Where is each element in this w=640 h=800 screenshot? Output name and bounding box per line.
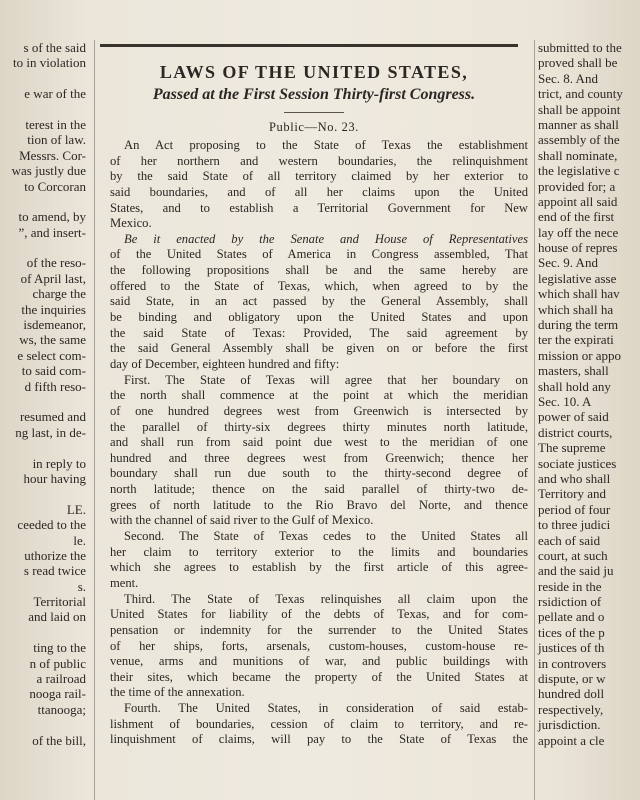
left-column-line [12, 486, 86, 501]
right-column-line: Territory and [538, 486, 607, 502]
article-line: the time of the annexation. [110, 685, 245, 700]
left-column-line: resumed and [19, 409, 86, 425]
left-column-line: to in violation [13, 55, 86, 71]
article-line: the following propositions shall be and the same hereby are [110, 263, 528, 278]
left-column-line: Messrs. Cor- [19, 147, 86, 163]
left-column-line: e war of the [24, 86, 86, 102]
article-line: with the channel of said river to the Gulf of Mexico. [110, 513, 374, 528]
left-column-line [12, 71, 86, 86]
article-line: said boundaries, and of all her claims upon the United [110, 184, 528, 199]
left-column-line: the inquiries [21, 301, 86, 317]
left-column-line [12, 440, 86, 455]
right-column-line: shall nominate, [538, 147, 618, 163]
article-line: of the United States of America in Congress assembled, That [110, 247, 528, 262]
right-column-line: to three judici [538, 517, 611, 533]
left-column-line: uthorize the [24, 547, 86, 563]
left-column-line: isdemeanor, [23, 317, 86, 333]
article-line: States, and to establish a Territorial Government for New [110, 200, 528, 215]
right-column-line: The supreme [538, 440, 606, 456]
article-body [110, 138, 528, 748]
article-line: their sites, which became the property of the United States at [110, 669, 528, 684]
left-column-line: tion of law. [27, 132, 86, 148]
article-line: pensation or indemnity for the surrender to the United States [110, 622, 528, 637]
article-line: Second. The State of Texas cedes to the United States all [124, 529, 528, 544]
right-column-line: ter the expirati [538, 332, 614, 348]
right-column-line: pellate and o [538, 609, 605, 625]
right-column-line: end of the first [538, 209, 615, 225]
right-column-line: justices of th [538, 640, 605, 656]
left-column-lines [12, 40, 86, 748]
right-column-line: shall hold any [538, 378, 611, 394]
article-line: boundary shall run due south to the thirty-second degree of [110, 466, 528, 481]
article-line: be binding and obligatory upon the United States and upon [110, 310, 528, 325]
left-column-line: a railroad [36, 671, 86, 687]
right-column-line: appoint all said [538, 193, 618, 209]
right-column-line: respectively, [538, 701, 604, 717]
article-line: Third. The State of Texas relinquishes all claim upon the [124, 591, 528, 606]
left-column-line [12, 102, 86, 117]
article-line: offered to the State of Texas, which, when agreed to by the [110, 278, 528, 293]
left-column-line: e select com- [17, 347, 86, 363]
right-column-line: trict, and county [538, 86, 623, 102]
article-line: north latitude; thence on the said parallel of thirty-two de- [110, 482, 528, 497]
left-column-line: was justly due [11, 163, 86, 179]
right-column-line: in controvers [538, 655, 607, 671]
right-column-line: each of said [538, 532, 601, 548]
article-line: of one hundred degrees west from Greenwich is intersected by [110, 403, 528, 418]
left-column-line: n of public [29, 655, 86, 671]
left-column-line: s read twice [23, 563, 86, 579]
column-divider-left [94, 40, 95, 800]
right-column-line: hundred doll [538, 686, 605, 702]
right-column-line: submitted to the [538, 40, 622, 55]
left-column-line: of the bill, [32, 732, 86, 748]
main-article [96, 0, 532, 800]
left-column-line: of April last, [20, 270, 86, 286]
article-headline: LAWS OF THE UNITED STATES, [159, 62, 469, 82]
column-divider-right [534, 40, 535, 800]
right-column-line: Sec. 9. And [538, 255, 598, 271]
article-line: the parallel of thirty-six degrees thirty minutes north latitude, [110, 419, 528, 434]
left-column-line: to Corcoran [24, 178, 86, 194]
subhead-rule [284, 112, 344, 113]
article-line: United States for liability of the debts of Texas, and for com- [110, 607, 528, 622]
right-column-fragment [536, 0, 640, 800]
left-column-fragment [0, 0, 92, 800]
right-column-line: Sec. 10. A [538, 393, 592, 409]
article-line: hundred and three degrees west from Greenwich; thence her [110, 450, 528, 465]
article-line: the said General Assembly shall be given on or before the first [110, 341, 528, 356]
left-column-line: in reply to [32, 455, 86, 471]
left-column-line: s of the said [23, 40, 86, 55]
right-column-line: proved shall be [538, 55, 618, 71]
left-column-line [12, 394, 86, 409]
left-column-line [12, 717, 86, 732]
left-column-line [12, 240, 86, 255]
article-line: linquishment of claims, will pay to the State of Texas the [110, 732, 528, 747]
left-column-line [12, 625, 86, 640]
right-column-line: dispute, or w [538, 671, 606, 687]
right-column-line: district courts, [538, 424, 613, 440]
left-column-line: d fifth reso- [24, 378, 86, 394]
right-column-line: reside in the [538, 578, 602, 594]
right-column-line: shall be appoint [538, 101, 621, 117]
article-line: Be it enacted by the Senate and House of Representatives [124, 231, 528, 246]
right-column-line: Sec. 8. And [538, 70, 598, 86]
right-column-line: provided for; a [538, 178, 616, 194]
article-line: the said State of Texas: Provided, The said agreement by [110, 325, 528, 340]
right-column-line: sociate justices [538, 455, 617, 471]
article-line: Mexico. [110, 216, 152, 231]
article-line: First. The State of Texas will agree that her boundary on [124, 372, 528, 387]
article-line: of her ships, forts, arsenals, custom-houses, custom-house re- [110, 638, 528, 653]
right-column-line: mission or appo [538, 347, 622, 363]
right-column-line: manner as shall [538, 116, 619, 132]
article-line: said State, in an act passed by the General Assembly, shall [110, 294, 528, 309]
right-column-line: house of repres [538, 240, 618, 256]
right-column-line: tices of the p [538, 624, 605, 640]
left-column-line: to amend, by [18, 209, 86, 225]
article-line: ment. [110, 575, 139, 590]
act-number: Public—No. 23. [269, 120, 359, 134]
article-subhead: Passed at the First Session Thirty-first Congress. [152, 86, 476, 103]
right-column-line: rsidiction of [538, 594, 602, 610]
article-line: An Act proposing to the State of Texas the establishment [124, 138, 528, 152]
left-column-line: ng last, in de- [15, 424, 86, 440]
article-line: lishment of boundaries, cession of claim to territory, and re- [110, 716, 528, 731]
article-line: by the said State of all territory claimed by her exterior to [110, 169, 528, 184]
right-column-line: which shall ha [538, 301, 614, 317]
right-column-line: appoint a cle [538, 732, 605, 748]
left-column-line: ceeded to the [17, 517, 86, 533]
right-column-line: the legislative c [538, 163, 620, 179]
left-column-line: of the reso- [26, 255, 86, 271]
right-column-line: and who shall [538, 470, 611, 486]
left-column-line: Territorial [33, 594, 86, 610]
left-column-line: ttanooga; [37, 701, 86, 717]
right-column-line: court, at such [538, 547, 608, 563]
article-line: Fourth. The United States, in consideration of said estab- [124, 701, 528, 716]
article-line: which she agrees to establish by the first article of this agree- [110, 560, 528, 575]
right-column-lines [538, 40, 623, 748]
right-column-line: lay off the nece [538, 224, 619, 240]
article-line: venue, arms and munitions of war, and public buildings with [110, 654, 528, 669]
left-column-line: and laid on [28, 609, 86, 625]
right-column-line: during the term [538, 317, 619, 333]
left-column-line: ting to the [33, 640, 86, 656]
article-line: the north shall commence at the point at which the meridian [110, 388, 528, 403]
left-column-line: le. [73, 532, 86, 548]
right-column-line: assembly of the [538, 132, 620, 148]
left-column-line: s. [77, 578, 86, 594]
left-column-line: terest in the [25, 116, 86, 132]
left-column-line: hour having [23, 470, 86, 486]
left-column-line: ws, the same [19, 332, 86, 348]
left-column-line: nooga rail- [29, 686, 86, 702]
right-column-line: power of said [538, 409, 609, 425]
right-column-line: period of four [538, 501, 611, 517]
article-line: grees of north latitude to the Rio Bravo del Norte, and thence [110, 497, 528, 512]
article-line: of her northern and western boundaries, the relinquishment [110, 153, 528, 168]
left-column-line: LE. [66, 501, 86, 517]
right-column-line: which shall hav [538, 286, 620, 302]
right-column-line: legislative asse [538, 270, 617, 286]
left-column-line: charge the [32, 286, 86, 302]
article-line: her claim to territory exterior to the limits and boundaries [110, 544, 528, 559]
right-column-line: masters, shall [538, 363, 609, 379]
left-column-line [12, 194, 86, 209]
article-line: and shall run from said point due west to the meridian of one [110, 435, 528, 450]
right-column-line: and the said ju [538, 563, 614, 579]
left-column-line: ”, and insert- [18, 224, 86, 240]
right-column-line: jurisdiction. [538, 717, 601, 733]
article-line: day of December, eighteen hundred and fifty: [110, 356, 340, 371]
left-column-line: to said com- [21, 363, 86, 379]
